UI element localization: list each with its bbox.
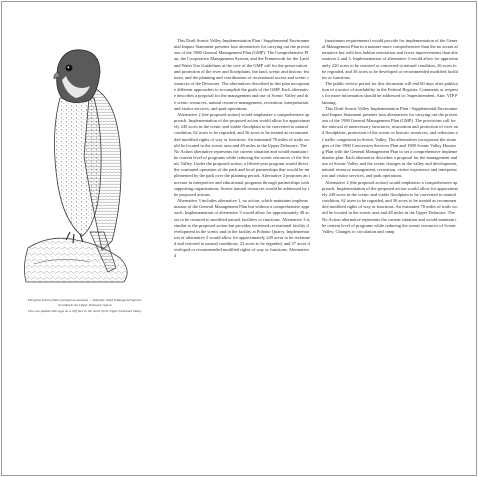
paragraph: The public review period for this document will end 60 days after publication of a notice of availability in the Federal Register. Comments or requests for more information should be addressed to: Superintendent, Attn: VIP Planning. <box>322 81 458 105</box>
paragraph: Alternative 3 includes alternative 1, no action, which maintains implementation of the General Management Plan but without a comprehensive approach. Implementation of alternative 3 would allow for approximately 40 acres to be restored to modified natural facilities or functions. Alternative 3 is similar to the proposed action but provides increased recreational facility development in the scenic and in the facility at Pohono Quarry. Implementation of alternative 3 would allow for approximately 249 acres to be reclaimed and restored to natural conditions, 23 acres to be regraded, and 57 acres developed or recommended modified rights of way or functions. Alternative 4 <box>174 198 310 259</box>
paragraph: Alternative 2 (the proposed action) would emphasize a comprehensive approach. Implementation of the proposed action would allow for approximately 249 acres in the scenic and viable floodplain to be converted to natural condition, 62 acres to be regraded, and 36 acres to be treated as recommended modified rights of way or functions. An estimated 78 miles of trails would be located in the scenic area and 48 miles in the Upper Delaware. The No Action alternative represents the current situation and would maintain the current level of programs while reducing the scenic resources of the Scenic Valley. Under the proposed action, a fifteen-year program would direct the continued operation of the park and local partnerships that would be implemented by the park over the planning period. Alternative 2 proposes an increase in interpretive and educational programs through partnerships with supporting organizations. Scenic natural resources would be addressed by the proposed actions. <box>174 111 310 197</box>
illustration-caption: Peregrine falcon (Falco peregrinus anatum) — federally listed Endangered Species, recorded in the Upper Delaware region. One was spotted with eggs on a cliff face in the north of the Upper Delaware Valley. <box>27 298 143 313</box>
paragraph: (maximum requirements) would provide for implementation of the General Management Plan in a manner more comprehensive than the no action alternative but with less habitat restoration and fewer improvements than alternatives 2 and 3. Implementation of alternative 4 would allow for approximately 220 acres to be restored or converted to natural condition, 26 acres to be regraded, and 36 acres to be developed or recommended modified facilities or functions. <box>322 38 458 80</box>
text-column-right <box>322 38 458 235</box>
paragraph: This Draft Scenic Valley Implementation Plan / Supplemental Environmental Impact Statement presents four alternatives for carrying out the provisions of the 1980 General Management Plan (GMP). The provisions call for the renewal of unnecessary structures, restoration and protection of river and floodplains, protection of the scenic or historic resources, and reduction of traffic congestion in Scenic Valley. The alternatives incorporate the strategies of the 1980 Concession Services Plan and 1980 Scenic Valley Housing Plan with the General Management Plan to set a comprehensive implementation plan. Each alternative describes a proposal for the management and use of Scenic Valley and the scenic changes in the valley and development, natural resource management, recreation, visitor experience and interpretation and visitor services, and park operations. <box>322 105 458 179</box>
paragraph: This Draft Scenic Valley Implementation Plan / Supplemental Environmental Impact Statement presents four alternatives for carrying out the provisions of the 1980 General Management Plan (GMP). The Comprehensive Plan, the Cooperative Management System, and the Framework for the Land and Water Use Guidelines at the core of the GMP call for the preservation and protection of the river and floodplains, the land, scenic and historic features, and the planning and coordination of recreational access and scenic resources of the Delaware. The alternatives described in this plan incorporate different approaches to accomplish the goals of the GMP. Each alternative describes a proposal for the management and use of Scenic Valley and the scenic resources, natural resource management, recreation, interpretation and visitor services, and park operations. <box>174 38 310 111</box>
document-page <box>1 1 477 476</box>
text-column-left <box>174 38 310 260</box>
paragraph: Alternative 2 (the proposed action) would emphasize a comprehensive approach. Implementation of the proposed action would allow for approximately 249 acres in the scenic and viable floodplain to be converted to natural condition, 62 acres to be regraded, and 36 acres to be treated as recommended modified rights of way or functions. An estimated 78 miles of trails would be located in the scenic area and 48 miles in the Upper Delaware. The No Action alternative represents the current situation and would maintain the current level of programs while reducing the scenic resources of Scenic Valley. Changes to circulation and camp <box>322 179 458 234</box>
peregrine-falcon-illustration <box>20 36 144 284</box>
